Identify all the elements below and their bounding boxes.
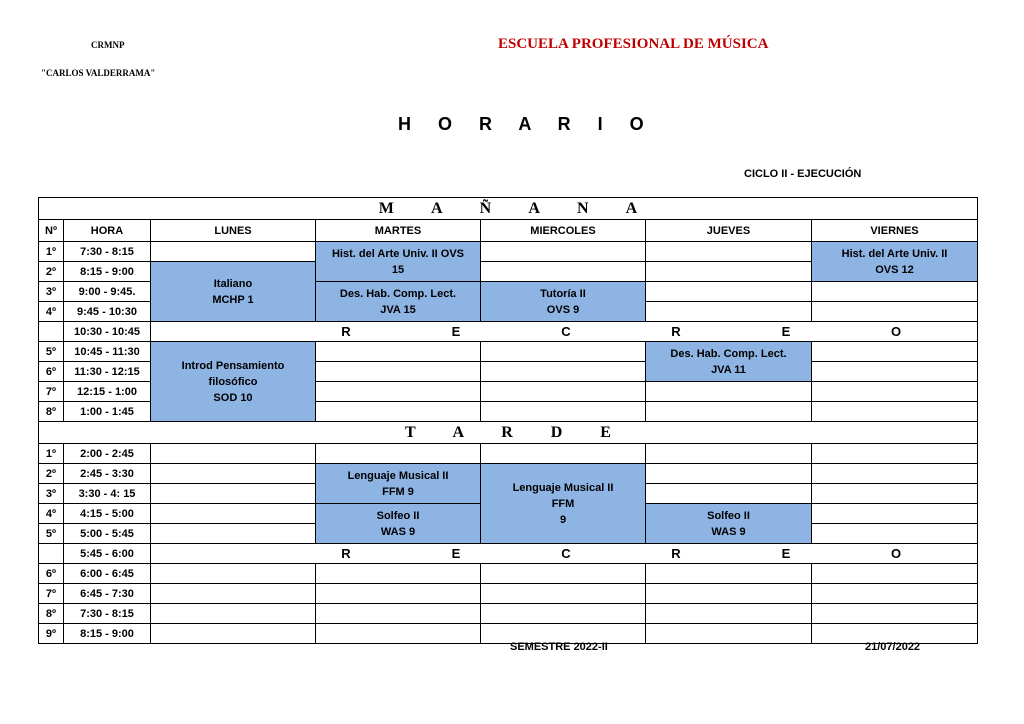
- period-number: [39, 322, 64, 342]
- recreo-letter: E: [451, 323, 461, 339]
- course-line: OVS 9: [546, 303, 580, 316]
- period-number: 6º: [39, 564, 64, 584]
- cycle-label: CICLO II - EJECUCIÓN: [744, 168, 862, 180]
- period-number: 6º: [39, 362, 64, 382]
- empty-cell: [316, 624, 481, 644]
- period-number: 3º: [39, 484, 64, 504]
- empty-cell: [812, 524, 978, 544]
- course-line: Solfeo II: [376, 509, 420, 522]
- empty-cell: [812, 444, 978, 464]
- recreo-banner: [151, 544, 978, 564]
- course-line: filosófico: [208, 375, 258, 388]
- empty-cell: [646, 242, 812, 262]
- col-header-n: Nº: [39, 220, 64, 242]
- period-time: 9:00 - 9:45.: [64, 282, 151, 302]
- empty-cell: [481, 262, 646, 282]
- recreo-letter: R: [341, 545, 351, 561]
- empty-cell: [812, 564, 978, 584]
- empty-cell: [151, 604, 316, 624]
- period-time: 8:15 - 9:00: [64, 624, 151, 644]
- period-time: 3:30 - 4: 15: [64, 484, 151, 504]
- col-header-hora: HORA: [64, 220, 151, 242]
- course-solfeo-martes: [316, 504, 481, 544]
- period-number: 4º: [39, 504, 64, 524]
- empty-cell: [151, 524, 316, 544]
- schedule-table: [38, 197, 978, 644]
- empty-cell: [812, 584, 978, 604]
- empty-cell: [481, 362, 646, 382]
- empty-cell: [151, 242, 316, 262]
- empty-cell: [812, 504, 978, 524]
- period-time: 2:45 - 3:30: [64, 464, 151, 484]
- empty-cell: [812, 402, 978, 422]
- course-des-hab-martes: [316, 282, 481, 322]
- empty-cell: [481, 584, 646, 604]
- period-number: 5º: [39, 524, 64, 544]
- period-time: 11:30 - 12:15: [64, 362, 151, 382]
- course-line: Des. Hab. Comp. Lect.: [339, 287, 457, 300]
- period-number: [39, 544, 64, 564]
- empty-cell: [646, 382, 812, 402]
- recreo-letter: R: [671, 323, 681, 339]
- empty-cell: [316, 564, 481, 584]
- course-line: Solfeo II: [707, 509, 750, 522]
- course-italiano: [151, 262, 316, 322]
- period-time: 7:30 - 8:15: [64, 604, 151, 624]
- period-time: 5:00 - 5:45: [64, 524, 151, 544]
- empty-cell: [481, 242, 646, 262]
- col-header-miercoles: MIERCOLES: [481, 220, 646, 242]
- period-time: 2:00 - 2:45: [64, 444, 151, 464]
- course-line: Des. Hab. Comp. Lect.: [670, 347, 787, 360]
- recreo-letter: C: [561, 323, 571, 339]
- recreo-letter: R: [671, 545, 681, 561]
- course-line: 15: [391, 263, 405, 276]
- course-introd-pensamiento: [151, 342, 316, 422]
- period-time: 1:00 - 1:45: [64, 402, 151, 422]
- course-line: WAS 9: [380, 525, 416, 538]
- period-number: 1º: [39, 242, 64, 262]
- institution-acronym: CRMNP: [91, 40, 125, 50]
- course-line: Introd Pensamiento: [181, 359, 285, 372]
- period-number: 2º: [39, 262, 64, 282]
- empty-cell: [151, 624, 316, 644]
- course-line: JVA 15: [380, 303, 416, 316]
- col-header-viernes: VIERNES: [812, 220, 978, 242]
- empty-cell: [151, 464, 316, 484]
- empty-cell: [812, 362, 978, 382]
- empty-cell: [646, 624, 812, 644]
- course-lenguaje-martes: [316, 464, 481, 504]
- period-number: 9º: [39, 624, 64, 644]
- course-line: SOD 10: [213, 391, 253, 404]
- course-line: MCHP 1: [212, 293, 254, 306]
- empty-cell: [646, 402, 812, 422]
- course-line: WAS 9: [711, 525, 746, 538]
- period-time: 6:45 - 7:30: [64, 584, 151, 604]
- period-time: 6:00 - 6:45: [64, 564, 151, 584]
- empty-cell: [646, 262, 812, 282]
- course-line: OVS 12: [875, 263, 914, 276]
- empty-cell: [481, 604, 646, 624]
- course-line: Lenguaje Musical II: [512, 481, 614, 494]
- empty-cell: [151, 484, 316, 504]
- course-line: Italiano: [213, 277, 253, 290]
- period-time: 5:45 - 6:00: [64, 544, 151, 564]
- period-number: 8º: [39, 604, 64, 624]
- col-header-jueves: JUEVES: [646, 220, 812, 242]
- course-line: Tutoría II: [540, 287, 586, 300]
- period-time: 10:45 - 11:30: [64, 342, 151, 362]
- period-number: 7º: [39, 382, 64, 402]
- period-time: 10:30 - 10:45: [64, 322, 151, 342]
- course-line: Lenguaje Musical II: [347, 469, 449, 482]
- empty-cell: [151, 504, 316, 524]
- period-time: 9:45 - 10:30: [64, 302, 151, 322]
- empty-cell: [812, 282, 978, 302]
- course-tutoria: [481, 282, 646, 322]
- course-line: FFM 9: [382, 485, 414, 498]
- course-solfeo-jueves: [646, 504, 812, 544]
- empty-cell: [646, 444, 812, 464]
- recreo-letter: E: [451, 545, 461, 561]
- empty-cell: [812, 342, 978, 362]
- period-number: 7º: [39, 584, 64, 604]
- recreo-letter: E: [781, 545, 791, 561]
- period-time: 4:15 - 5:00: [64, 504, 151, 524]
- empty-cell: [316, 584, 481, 604]
- period-number: 5º: [39, 342, 64, 362]
- course-line: Hist. del Arte Univ. II: [841, 247, 948, 260]
- course-line: JVA 11: [711, 363, 746, 376]
- empty-cell: [151, 564, 316, 584]
- empty-cell: [316, 402, 481, 422]
- empty-cell: [812, 464, 978, 484]
- period-number: 4º: [39, 302, 64, 322]
- recreo-letter: E: [781, 323, 791, 339]
- page-title: H O R A R I O: [398, 114, 655, 134]
- empty-cell: [646, 564, 812, 584]
- empty-cell: [812, 302, 978, 322]
- empty-cell: [481, 402, 646, 422]
- period-number: 1º: [39, 444, 64, 464]
- recreo-letter: C: [561, 545, 571, 561]
- period-time: 8:15 - 9:00: [64, 262, 151, 282]
- empty-cell: [646, 282, 812, 302]
- empty-cell: [316, 444, 481, 464]
- empty-cell: [646, 604, 812, 624]
- recreo-banner: [151, 322, 978, 342]
- col-header-lunes: LUNES: [151, 220, 316, 242]
- empty-cell: [151, 444, 316, 464]
- empty-cell: [316, 604, 481, 624]
- course-hist-arte-martes: [316, 242, 481, 282]
- period-time: 12:15 - 1:00: [64, 382, 151, 402]
- recreo-letter: R: [341, 323, 351, 339]
- course-des-hab-jueves: [646, 342, 812, 382]
- period-time: 7:30 - 8:15: [64, 242, 151, 262]
- empty-cell: [316, 362, 481, 382]
- period-number: 8º: [39, 402, 64, 422]
- empty-cell: [812, 604, 978, 624]
- empty-cell: [812, 484, 978, 504]
- empty-cell: [646, 464, 812, 484]
- empty-cell: [646, 302, 812, 322]
- empty-cell: [481, 382, 646, 402]
- course-line: FFM: [551, 497, 575, 510]
- empty-cell: [481, 342, 646, 362]
- col-header-martes: MARTES: [316, 220, 481, 242]
- period-number: 2º: [39, 464, 64, 484]
- course-hist-arte-viernes: [812, 242, 978, 282]
- empty-cell: [151, 584, 316, 604]
- empty-cell: [481, 564, 646, 584]
- course-line: 9: [559, 513, 567, 526]
- school-title: ESCUELA PROFESIONAL DE MÚSICA: [498, 36, 769, 52]
- empty-cell: [812, 382, 978, 402]
- section-tarde: T A R D E: [39, 422, 978, 444]
- period-number: 3º: [39, 282, 64, 302]
- semester-label: SEMESTRE 2022-II: [510, 641, 608, 653]
- recreo-letter: O: [890, 323, 902, 339]
- empty-cell: [316, 342, 481, 362]
- section-manana: M A Ñ A N A: [39, 198, 978, 220]
- date-label: 21/07/2022: [865, 641, 921, 653]
- course-line: Hist. del Arte Univ. II OVS: [331, 247, 465, 260]
- empty-cell: [646, 584, 812, 604]
- empty-cell: [316, 382, 481, 402]
- recreo-letter: O: [890, 545, 902, 561]
- course-lenguaje-miercoles: [481, 464, 646, 544]
- empty-cell: [481, 444, 646, 464]
- empty-cell: [646, 484, 812, 504]
- institution-name: "CARLOS VALDERRAMA": [41, 68, 156, 78]
